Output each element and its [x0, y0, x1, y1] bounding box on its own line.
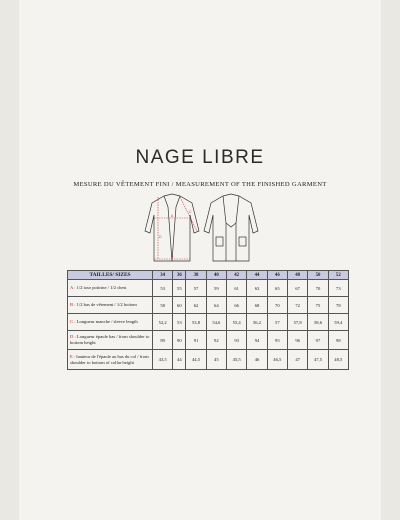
table-cell: 65: [267, 280, 287, 297]
table-cell: 62: [186, 297, 206, 314]
table-cell: 96: [287, 331, 307, 350]
table-cell: 55,4: [227, 314, 247, 331]
table-cell: 43,5: [153, 350, 173, 370]
table-cell: 57: [186, 280, 206, 297]
table-cell: 48,5: [328, 350, 348, 370]
sizes-header: TAILLES/ SIZES: [68, 271, 153, 280]
table-cell: 59: [206, 280, 226, 297]
table-cell: 55: [173, 280, 186, 297]
table-cell: 59,4: [328, 314, 348, 331]
table-cell: 56,2: [247, 314, 267, 331]
table-cell: 68: [247, 297, 267, 314]
table-cell: 54,6: [206, 314, 226, 331]
size-header: 42: [227, 271, 247, 280]
row-label: [68, 314, 153, 331]
size-header: 50: [308, 271, 328, 280]
row-letter: E :: [70, 353, 76, 359]
table-cell: 46: [247, 350, 267, 370]
row-label: [68, 331, 153, 350]
size-header: 52: [328, 271, 348, 280]
table-cell: 46,5: [267, 350, 287, 370]
table-cell: 90: [173, 331, 186, 350]
row-text: hauteur de l'épaule au bas du col / from shoulder to bottom of collar height: [70, 353, 149, 365]
garment-front-measure-drawing: [144, 193, 200, 263]
row-letter: D :: [70, 334, 76, 340]
table-cell: 66: [227, 297, 247, 314]
size-chart-table: [67, 270, 349, 370]
size-header: 38: [186, 271, 206, 280]
row-label: [68, 350, 153, 370]
table-cell: 91: [186, 331, 206, 350]
svg-text:A: A: [171, 214, 174, 218]
table-cell: 53: [173, 314, 186, 331]
table-cell: 70: [308, 280, 328, 297]
table-cell: 57: [267, 314, 287, 331]
table-cell: 60: [173, 297, 186, 314]
table-row: [68, 297, 349, 314]
table-cell: 92: [206, 331, 226, 350]
size-header: 40: [206, 271, 226, 280]
table-cell: 98: [328, 331, 348, 350]
table-cell: 89: [153, 331, 173, 350]
table-cell: 45,5: [227, 350, 247, 370]
row-label: [68, 297, 153, 314]
table-cell: 52,2: [153, 314, 173, 331]
row-label: [68, 280, 153, 297]
table-cell: 58: [153, 297, 173, 314]
table-row: [68, 314, 349, 331]
table-cell: 94: [247, 331, 267, 350]
table-cell: 58,6: [308, 314, 328, 331]
size-header: 48: [287, 271, 307, 280]
table-cell: 95: [267, 331, 287, 350]
table-cell: 57,8: [287, 314, 307, 331]
table-row: [68, 350, 349, 370]
table-cell: 44,5: [186, 350, 206, 370]
size-header: 36: [173, 271, 186, 280]
garment-open-drawing: [203, 193, 259, 263]
table-cell: 75: [308, 297, 328, 314]
row-letter: A :: [70, 285, 76, 291]
size-header: 44: [247, 271, 267, 280]
table-row: [68, 280, 349, 297]
document-page: [19, 0, 381, 520]
table-cell: 45: [206, 350, 226, 370]
table-cell: 72: [287, 297, 307, 314]
table-row: [68, 331, 349, 350]
size-header: 34: [153, 271, 173, 280]
row-text: 1/2 tour poitrine / 1/2 chest: [76, 285, 127, 291]
table-cell: 53: [153, 280, 173, 297]
table-cell: 67: [287, 280, 307, 297]
size-header: 46: [267, 271, 287, 280]
table-cell: 47,5: [308, 350, 328, 370]
table-cell: 63: [247, 280, 267, 297]
table-cell: 64: [206, 297, 226, 314]
row-text: Longueur épaule bas / from shoulder to bottom height: [70, 334, 150, 345]
svg-text:C: C: [189, 210, 192, 214]
row-text: 1/2 bas de vêtement / 1/2 bottom: [76, 302, 137, 308]
svg-text:D: D: [159, 235, 162, 239]
table-cell: 78: [328, 297, 348, 314]
row-letter: B :: [70, 302, 76, 308]
table-cell: 44: [173, 350, 186, 370]
row-text: Longueur manche / sleeve length: [76, 319, 138, 325]
page-subtitle: MESURE DU VÊTEMENT FINI / MEASUREMENT OF THE FINISHED GARMENT: [73, 181, 327, 188]
table-cell: 73: [328, 280, 348, 297]
svg-text:B: B: [171, 254, 174, 258]
table-cell: 70: [267, 297, 287, 314]
table-cell: 53,8: [186, 314, 206, 331]
table-cell: 97: [308, 331, 328, 350]
row-letter: C :: [70, 319, 76, 325]
table-cell: 93: [227, 331, 247, 350]
table-cell: 47: [287, 350, 307, 370]
table-header-row: [68, 271, 349, 280]
table-cell: 61: [227, 280, 247, 297]
page-title: NAGE LIBRE: [135, 147, 265, 168]
